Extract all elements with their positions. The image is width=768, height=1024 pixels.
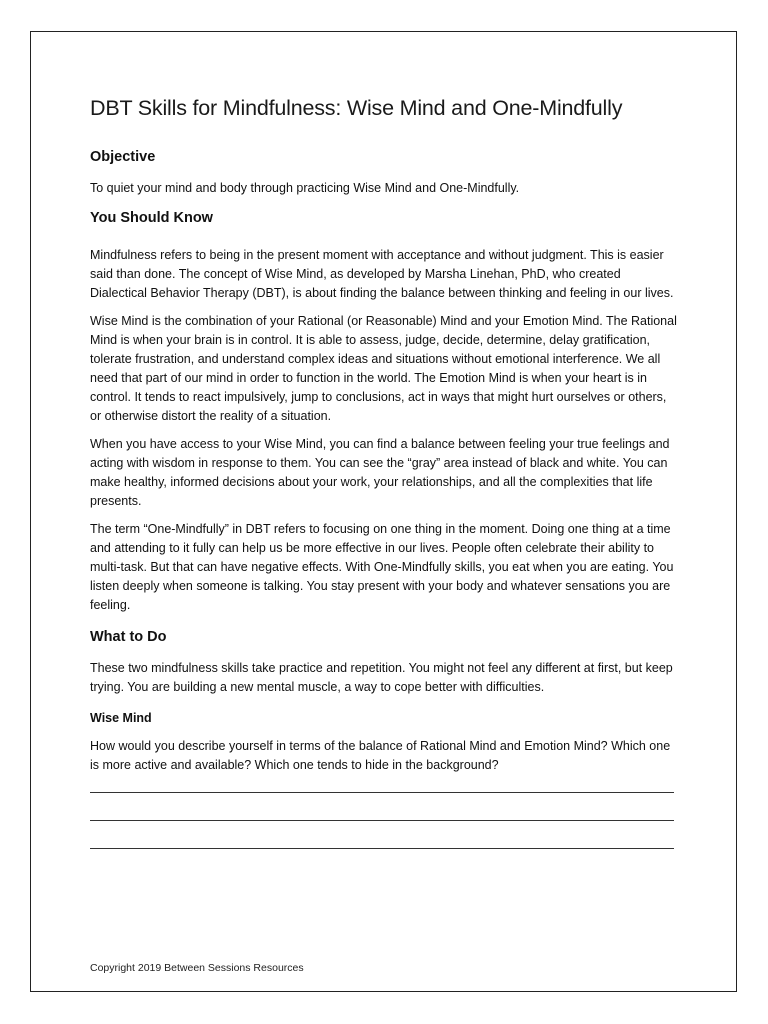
objective-text: To quiet your mind and body through practicing Wise Mind and One-Mindfully. (90, 181, 520, 195)
what-to-do-heading: What to Do (90, 629, 167, 645)
know-paragraph: The term “One-Mindfully” in DBT refers to focusing on one thing in the moment. Doing one thing at a time and attending to it fully can help us be more effective in our lives. People often celebrate their ability to multi-task. But that can have negative effects. With One-Mindfully skills, you eat when you are eating. You listen deeply when someone is talking. You stay present with your body and whatever sensations you are feeling. (90, 522, 674, 612)
page-title: DBT Skills for Mindfulness: Wise Mind and One-Mindfully (90, 96, 623, 120)
wise-mind-question: How would you describe yourself in terms of the balance of Rational Mind and Emotion Mind? Which one is more active and available? Which one tends to hide in the background? (90, 739, 671, 772)
copyright-footer: Copyright 2019 Between Sessions Resources (90, 962, 304, 974)
answer-line[interactable] (90, 847, 674, 849)
know-paragraph: Mindfulness refers to being in the present moment with acceptance and without judgment. This is easier said than done. The concept of Wise Mind, as developed by Marsha Linehan, PhD, who created Dialectical Behavior Therapy (DBT), is about finding the balance between thinking and feeling in our lives. (90, 248, 674, 300)
document-content (90, 96, 680, 875)
objective-heading: Objective (90, 149, 156, 165)
answer-line[interactable] (90, 819, 674, 821)
document-page (30, 31, 737, 992)
know-paragraph: When you have access to your Wise Mind, you can find a balance between feeling your true feelings and acting with wisdom in response to them. You can see the “gray” area instead of black and white. You can make healthy, informed decisions about your work, your relationships, and all the complexities that life presents. (90, 437, 670, 508)
know-paragraph: Wise Mind is the combination of your Rational (or Reasonable) Mind and your Emotion Mind. The Rational Mind is when your brain is in control. It is able to assess, judge, decide, determine, delay gratification, tolerate frustration, and understand complex ideas and situations without emotional interference. We all need that part of our mind in order to function in the world. The Emotion Mind is when your heart is in control. It tends to react impulsively, jump to conclusions, act in ways that might hurt ourselves or others, or otherwise distort the reality of a situation. (90, 314, 677, 423)
what-to-do-text: These two mindfulness skills take practice and repetition. You might not feel any different at first, but keep trying. You are building a new mental muscle, a way to cope better with difficulties. (90, 661, 673, 694)
you-should-know-heading: You Should Know (90, 210, 213, 226)
wise-mind-heading: Wise Mind (90, 711, 152, 725)
answer-lines (90, 791, 680, 849)
answer-line[interactable] (90, 791, 674, 793)
